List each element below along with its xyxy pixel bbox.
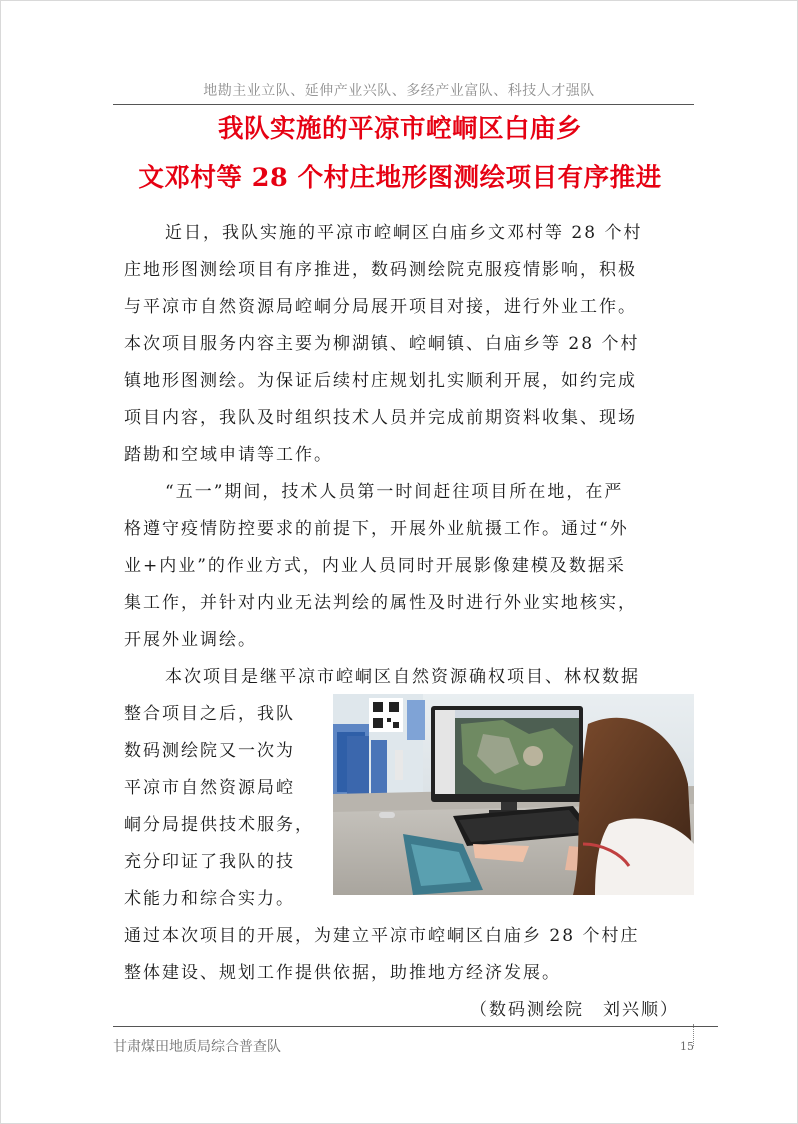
header-slogan: 地勘主业立队、延伸产业兴队、多经产业富队、科技人才强队 — [203, 83, 595, 99]
body-line: “五一”期间，技术人员第一时间赶往项目所在地，在严 — [165, 482, 624, 502]
body-line: 峒分局提供技术服务， — [124, 815, 314, 835]
body-line: 格遵守疫情防控要求的前提下，开展外业航摄工作。通过“外 — [124, 519, 629, 539]
body-line: 与平凉市自然资源局崆峒分局展开项目对接，进行外业工作。 — [124, 297, 637, 317]
body-line: 项目内容，我队及时组织技术人员并完成前期资料收集、现场 — [124, 408, 637, 428]
body-line: 整体建设、规划工作提供依据，助推地方经济发展。 — [124, 963, 561, 983]
author-credit: （数码测绘院 刘兴顺） — [470, 1000, 679, 1020]
body-line: 开展外业调绘。 — [124, 630, 257, 650]
footer-divider — [113, 1026, 718, 1027]
header-divider — [113, 104, 694, 105]
body-line: 平凉市自然资源局崆 — [124, 778, 295, 798]
page-number: 15 — [680, 1040, 694, 1053]
body-line: 镇地形图测绘。为保证后续村庄规划扎实顺利开展，如约完成 — [124, 371, 637, 391]
article-title-line-1: 我队实施的平凉市崆峒区白庙乡 — [217, 114, 582, 144]
body-line: 数码测绘院又一次为 — [124, 741, 295, 761]
body-line: 本次项目是继平凉市崆峒区自然资源确权项目、林权数据 — [165, 667, 640, 687]
body-line: 踏勘和空域申请等工作。 — [124, 445, 333, 465]
body-line: 充分印证了我队的技 — [124, 852, 295, 872]
body-line: 通过本次项目的开展，为建立平凉市崆峒区白庙乡 28 个村庄 — [124, 926, 640, 946]
body-line: 整合项目之后，我队 — [124, 704, 295, 724]
body-line: 业+内业”的作业方式，内业人员同时开展影像建模及数据采 — [124, 556, 626, 576]
body-line: 庄地形图测绘项目有序推进，数码测绘院克服疫情影响，积极 — [124, 260, 637, 280]
body-line: 近日，我队实施的平凉市崆峒区白庙乡文邓村等 28 个村 — [165, 223, 643, 243]
body-line: 集工作，并针对内业无法判绘的属性及时进行外业实地核实， — [124, 593, 637, 613]
article-photo — [333, 694, 694, 895]
body-line: 术能力和综合实力。 — [124, 889, 295, 909]
footer-organization: 甘肃煤田地质局综合普查队 — [113, 1039, 281, 1055]
article-title-line-2: 文邓村等 28 个村庄地形图测绘项目有序推进 — [138, 163, 662, 193]
body-line: 本次项目服务内容主要为柳湖镇、崆峒镇、白庙乡等 28 个村 — [124, 334, 640, 354]
